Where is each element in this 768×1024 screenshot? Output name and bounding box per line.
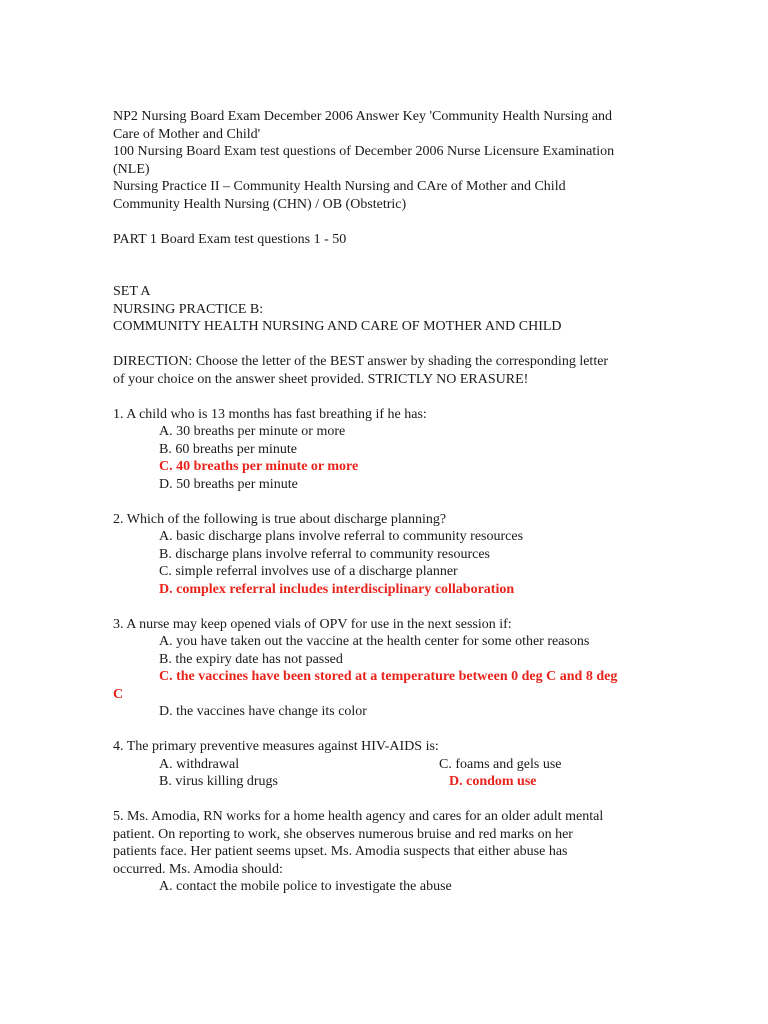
header-line-4: (NLE) (113, 161, 150, 177)
option-c-line-2: C (113, 686, 124, 702)
question-stem-line-1: 5. Ms. Amodia, RN works for a home health agency and cares for an older adult mental (113, 809, 604, 824)
question-1 (113, 406, 658, 494)
question-stem-line-4: occurred. Ms. Amodia should: (113, 861, 283, 877)
question-2 (113, 511, 658, 599)
document-header (113, 108, 658, 213)
option-b: B. discharge plans involve referral to community resources (159, 546, 490, 562)
header-line-3: 100 Nursing Board Exam test questions of December 2006 Nurse Licensure Examination (113, 144, 615, 159)
question-stem-line-2: patient. On reporting to work, she observes numerous bruise and red marks on her (113, 826, 573, 842)
header-line-5: Nursing Practice II – Community Health Nursing and CAre of Mother and Child (113, 179, 566, 194)
question-stem: 4. The primary preventive measures against HIV-AIDS is: (113, 739, 439, 754)
option-a: A. basic discharge plans involve referral to community resources (159, 529, 524, 544)
header-line-1: NP2 Nursing Board Exam December 2006 Answer Key 'Community Health Nursing and (113, 109, 613, 124)
option-a: A. contact the mobile police to investigate the abuse (159, 879, 452, 894)
part-heading: PART 1 Board Exam test questions 1 - 50 (113, 231, 347, 247)
question-stem-line-3: patients face. Her patient seems upset. Ms. Amodia suspects that either abuse has (113, 844, 568, 859)
options-row-2 (113, 773, 658, 791)
question-stem: 3. A nurse may keep opened vials of OPV for use in the next session if: (113, 616, 512, 632)
subject-label: COMMUNITY HEALTH NURSING AND CARE OF MOTHER AND CHILD (113, 319, 562, 334)
question-4 (113, 738, 658, 791)
option-d: D. 50 breaths per minute (159, 476, 298, 492)
option-c: C. foams and gels use (439, 756, 562, 772)
option-c-correct-answer: C. 40 breaths per minute or more (159, 459, 359, 474)
option-b: B. virus killing drugs (159, 774, 279, 789)
header-line-6: Community Health Nursing (CHN) / OB (Obstetric) (113, 196, 407, 212)
question-5 (113, 808, 658, 896)
option-d-correct-answer: D. complex referral includes interdisciplinary collaboration (159, 581, 515, 597)
option-a: A. withdrawal (159, 756, 240, 772)
option-b: B. the expiry date has not passed (159, 651, 343, 667)
option-d: D. the vaccines have change its color (159, 704, 367, 719)
question-stem: 1. A child who is 13 months has fast breathing if he has: (113, 406, 427, 422)
set-heading (113, 283, 658, 336)
option-d-correct-answer: D. condom use (449, 774, 537, 789)
direction-line-2: of your choice on the answer sheet provided. STRICTLY NO ERASURE! (113, 371, 529, 387)
option-a: A. you have taken out the vaccine at the health center for some other reasons (159, 634, 590, 649)
option-b: B. 60 breaths per minute (159, 441, 298, 457)
option-c-line-1: C. the vaccines have been stored at a temperature between 0 deg C and 8 deg (159, 669, 618, 684)
set-label: SET A (113, 284, 151, 299)
question-3 (113, 616, 658, 721)
document-page (113, 108, 658, 896)
header-line-2: Care of Mother and Child' (113, 126, 261, 142)
option-c-correct-answer (113, 668, 658, 703)
option-c: C. simple referral involves use of a discharge planner (159, 564, 458, 579)
option-a: A. 30 breaths per minute or more (159, 424, 346, 439)
options-row-1 (113, 756, 658, 774)
direction (113, 353, 658, 388)
practice-label: NURSING PRACTICE B: (113, 301, 264, 317)
direction-line-1: DIRECTION: Choose the letter of the BEST answer by shading the corresponding letter (113, 354, 609, 369)
question-stem: 2. Which of the following is true about discharge planning? (113, 511, 447, 527)
